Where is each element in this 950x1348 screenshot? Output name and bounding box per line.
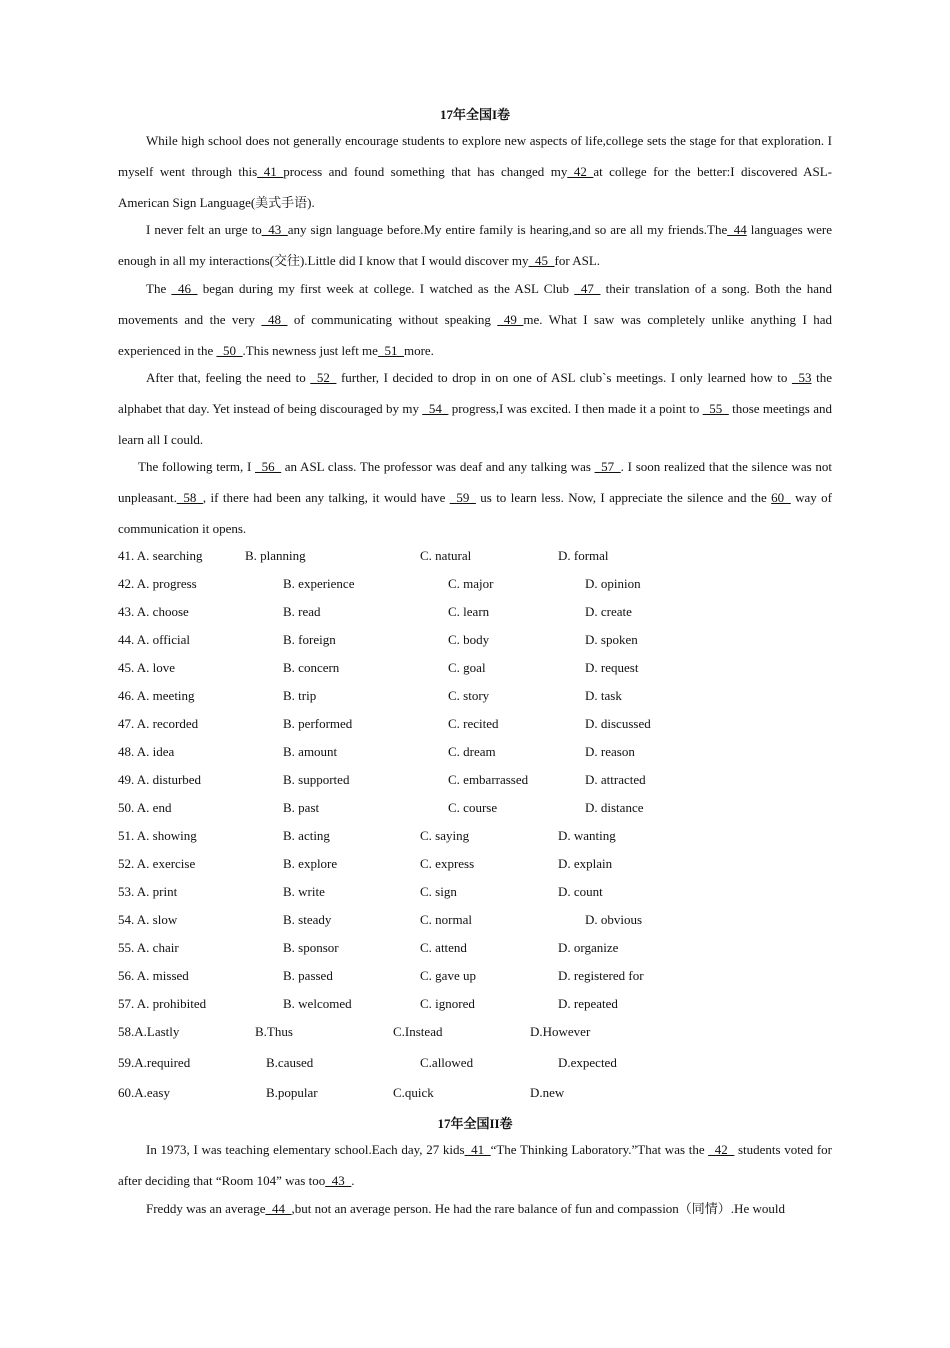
option-d: D. count (558, 884, 603, 899)
option-d: D. repeated (558, 996, 618, 1011)
option-row (118, 828, 832, 846)
passage-text: . (351, 1173, 355, 1188)
option-d: D. formal (558, 548, 609, 563)
section-title-2: 17年全国II卷 (437, 1116, 513, 1131)
passage-text: ,but not an average person. He had the rare balance of fun and compassion（同情）.He would (291, 1201, 785, 1216)
answer-blank: _58_ (176, 490, 203, 505)
option-b: B.caused (266, 1055, 314, 1070)
passage-paragraph (118, 362, 832, 455)
answer-blank: _46_ (171, 281, 198, 296)
option-row (118, 744, 832, 762)
passage-text: me. What I saw was completely unlike anything I had experienced in the (118, 312, 832, 358)
option-d: D. opinion (585, 576, 641, 591)
passage-paragraph (118, 451, 832, 544)
question-option-a: 47. A. recorded (118, 716, 199, 731)
option-d: D. request (585, 660, 639, 675)
option-c: C. sign (420, 884, 457, 899)
option-c: C. embarrassed (448, 772, 529, 787)
passage-text: any sign language before.My entire family is hearing,and so are all my friends.The (287, 222, 728, 237)
option-row (118, 940, 832, 958)
answer-blank: _49_ (497, 312, 524, 327)
option-b: B. steady (283, 912, 332, 927)
passage-text: The (146, 281, 172, 296)
passage-text: languages were enough in all my interactions(交往).Little did I know that I would discover my (118, 222, 832, 268)
question-option-a: 45. A. love (118, 660, 176, 675)
option-d: D. create (585, 604, 632, 619)
option-c: C. natural (420, 548, 472, 563)
answer-blank: _50_ (216, 343, 243, 358)
option-b: B. acting (283, 828, 330, 843)
option-d: D. task (585, 688, 622, 703)
answer-blank: _43_ (261, 222, 288, 237)
passage-paragraph (118, 1193, 832, 1224)
passage-text: students voted for after deciding that “Room 104” was too (118, 1142, 832, 1188)
option-c: C. recited (448, 716, 499, 731)
answer-blank: _41_ (257, 164, 284, 179)
option-b: B. write (283, 884, 325, 899)
option-b: B. passed (283, 968, 333, 983)
option-row (118, 548, 832, 566)
question-option-a: 55. A. chair (118, 940, 179, 955)
passage-text: for ASL. (554, 253, 601, 268)
option-row (118, 660, 832, 678)
option-c: C. course (448, 800, 498, 815)
option-row (118, 968, 832, 986)
answer-blank: _43_ (325, 1173, 352, 1188)
option-d: D. obvious (585, 912, 643, 927)
answer-blank: _53 (792, 370, 812, 385)
question-option-a: 52. A. exercise (118, 856, 196, 871)
passage-text: progress,I was excited. I then made it a point to (448, 401, 703, 416)
option-c: C. dream (448, 744, 496, 759)
passage-text: process and found something that has changed my (283, 164, 568, 179)
passage-text: of communicating without speaking (287, 312, 498, 327)
answer-blank: _42_ (567, 164, 594, 179)
answer-blank: _47_ (574, 281, 601, 296)
passage-text: more. (403, 343, 434, 358)
option-d: D. discussed (585, 716, 651, 731)
question-option-a: 42. A. progress (118, 576, 197, 591)
passage-text: their translation of a song. Both the hand movements and the very (118, 281, 832, 327)
passage-text: the alphabet that day. Yet instead of being discouraged by my (118, 370, 832, 416)
passage-paragraph (118, 125, 832, 218)
question-option-a: 44. A. official (118, 632, 190, 647)
option-row (118, 912, 832, 930)
option-b: B. read (283, 604, 321, 619)
question-option-a: 49. A. disturbed (118, 772, 202, 787)
option-c: C. body (448, 632, 490, 647)
option-row (118, 1085, 832, 1103)
passage-paragraph (118, 273, 832, 366)
option-b: B. welcomed (283, 996, 352, 1011)
question-option-a: 59.A.required (118, 1055, 191, 1070)
answer-blank: _44_ (265, 1201, 292, 1216)
option-row (118, 632, 832, 650)
question-option-a: 48. A. idea (118, 744, 175, 759)
question-option-a: 51. A. showing (118, 828, 197, 843)
passage-text: , if there had been any talking, it would have (202, 490, 450, 505)
option-row (118, 800, 832, 818)
option-d: D. reason (585, 744, 635, 759)
answer-blank: _45_ (528, 253, 555, 268)
option-d: D. wanting (558, 828, 616, 843)
option-b: B. trip (283, 688, 317, 703)
option-c: C. goal (448, 660, 486, 675)
answer-blank: 60_ (771, 490, 791, 505)
answer-blank: _48_ (261, 312, 288, 327)
answer-blank: _57_ (594, 459, 621, 474)
passage-text: In 1973, I was teaching elementary school.Each day, 27 kids (146, 1142, 465, 1157)
passage-text: Freddy was an average (146, 1201, 266, 1216)
option-c: C.allowed (420, 1055, 474, 1070)
option-c: C. story (448, 688, 490, 703)
option-row (118, 576, 832, 594)
question-option-a: 60.A.easy (118, 1085, 170, 1100)
option-c: C. attend (420, 940, 467, 955)
option-c: C. express (420, 856, 475, 871)
option-c: C. gave up (420, 968, 476, 983)
option-row (118, 856, 832, 874)
question-option-a: 58.A.Lastly (118, 1024, 180, 1039)
option-c: C. major (448, 576, 494, 591)
option-d: D. organize (558, 940, 619, 955)
option-c: C. ignored (420, 996, 475, 1011)
option-d: D.expected (558, 1055, 617, 1070)
question-option-a: 50. A. end (118, 800, 172, 815)
answer-blank: _55_ (702, 401, 729, 416)
passage-text: After that, feeling the need to (146, 370, 311, 385)
passage-text: at college for the better:I discovered ASL-American Sign Language(美式手语). (118, 164, 832, 210)
option-b: B. amount (283, 744, 338, 759)
question-option-a: 56. A. missed (118, 968, 189, 983)
option-b: B. performed (283, 716, 353, 731)
option-row (118, 1024, 832, 1042)
passage-text: way of communication it opens. (118, 490, 832, 536)
option-d: D. attracted (585, 772, 646, 787)
option-b: B. sponsor (283, 940, 339, 955)
answer-blank: _54_ (422, 401, 449, 416)
question-option-a: 54. A. slow (118, 912, 178, 927)
option-b: B. supported (283, 772, 350, 787)
option-c: C. saying (420, 828, 470, 843)
answer-blank: _59_ (449, 490, 476, 505)
passage-paragraph (118, 214, 832, 276)
option-b: B.Thus (255, 1024, 293, 1039)
option-d: D. distance (585, 800, 644, 815)
option-c: C.Instead (393, 1024, 443, 1039)
option-b: B. concern (283, 660, 340, 675)
question-option-a: 41. A. searching (118, 548, 203, 563)
option-b: B. foreign (283, 632, 336, 647)
passage-text: those meetings and learn all I could. (118, 401, 832, 447)
passage-paragraph (118, 1134, 832, 1196)
option-b: B. explore (283, 856, 338, 871)
passage-text: The following term, I (138, 459, 256, 474)
option-row (118, 996, 832, 1014)
option-b: B.popular (266, 1085, 318, 1100)
answer-blank: _51_ (377, 343, 404, 358)
option-c: C. normal (420, 912, 472, 927)
passage-text: began during my first week at college. I watched as the ASL Club (197, 281, 575, 296)
option-d: D. registered for (558, 968, 644, 983)
question-option-a: 46. A. meeting (118, 688, 195, 703)
option-d: D. explain (558, 856, 613, 871)
option-row (118, 772, 832, 790)
option-row (118, 604, 832, 622)
passage-text: .This newness just left me (242, 343, 378, 358)
option-b: B. planning (245, 548, 306, 563)
option-d: D.new (530, 1085, 565, 1100)
answer-blank: _52_ (310, 370, 337, 385)
passage-text: While high school does not generally encourage students to explore new aspects of life,college sets the stage for that exploration. I myself went through this (118, 133, 832, 179)
option-d: D. spoken (585, 632, 638, 647)
passage-text: I never felt an urge to (146, 222, 262, 237)
option-row (118, 716, 832, 734)
passage-text: “The Thinking Laboratory.”That was the (490, 1142, 709, 1157)
passage-text: us to learn less. Now, I appreciate the silence and the (475, 490, 772, 505)
answer-blank: _56_ (255, 459, 282, 474)
passage-text: an ASL class. The professor was deaf and any talking was (281, 459, 595, 474)
answer-blank: _42_ (708, 1142, 735, 1157)
option-c: C.quick (393, 1085, 434, 1100)
passage-text: . I soon realized that the silence was not unpleasant. (118, 459, 833, 505)
option-row (118, 884, 832, 902)
option-d: D.However (530, 1024, 591, 1039)
option-c: C. learn (448, 604, 490, 619)
section-title-1: 17年全国I卷 (439, 107, 511, 122)
passage-text: further, I decided to drop in on one of ASL club`s meetings. I only learned how to (336, 370, 793, 385)
option-b: B. experience (283, 576, 355, 591)
question-option-a: 53. A. print (118, 884, 178, 899)
option-row (118, 1055, 832, 1073)
question-option-a: 57. A. prohibited (118, 996, 207, 1011)
answer-blank: _41_ (464, 1142, 491, 1157)
option-row (118, 688, 832, 706)
answer-blank: _44 (727, 222, 747, 237)
question-option-a: 43. A. choose (118, 604, 189, 619)
option-b: B. past (283, 800, 320, 815)
